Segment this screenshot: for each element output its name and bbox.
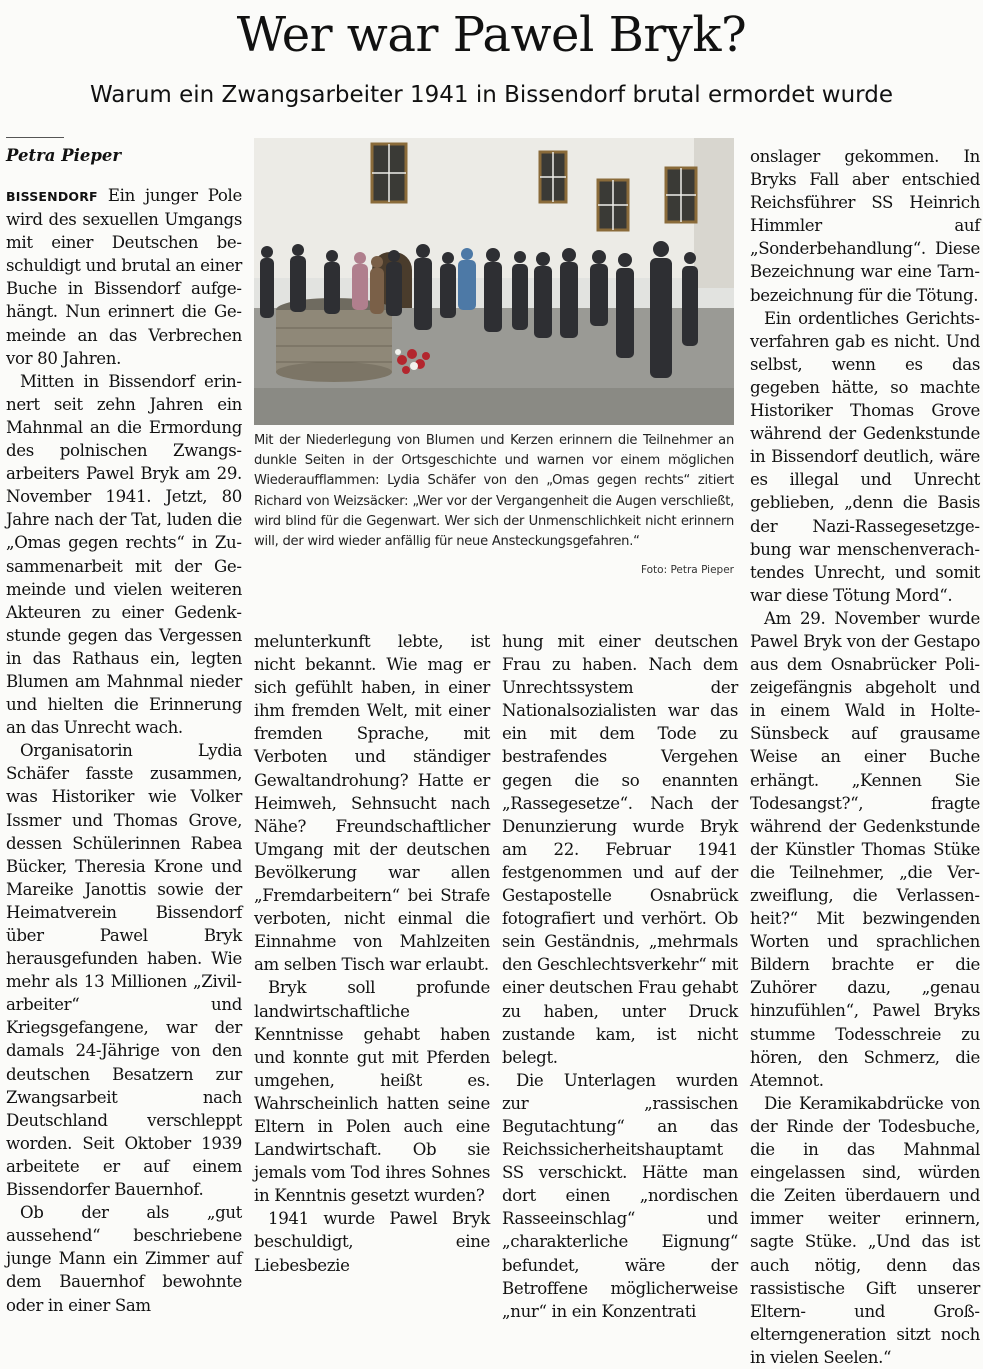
lead-text: Ein junger Pole wird des sexuellen Umgangs mit einer Deutschen beschuldigt und brutal an einer Buche in Bissendorf aufgehängt. Nun erinnert die Gemeinde an das Verbrechen vor 80 Jahren. bbox=[6, 186, 242, 368]
column-3 bbox=[502, 630, 738, 1323]
column-1 bbox=[6, 184, 242, 1317]
memorial-scene-illustration bbox=[254, 138, 734, 425]
paragraph: Bryk soll profunde landwirtschaftliche Kenntnisse gehabt haben und konnte gut mit Pferden umgehen, heißt es. Wahrscheinlich hatten seine Eltern in Polen auch eine Landwirtschaft. Ob sie jemals vom Tod ihres Sohnes in Kenntnis gesetzt wurden? bbox=[254, 978, 490, 1206]
paragraph: Ein ordentliches Gerichtsverfahren gab es nicht. Und selbst, wenn es das gegeben hätte, so machte Historiker Thomas Grove während der Gedenkstunde in Bissendorf deutlich, wäre es illegal und Unrecht geblieben, „denn die Basis der Nazi-Rassegesetzgebung war menschenverachtendes Unrecht, und somit war diese Tötung Mord“. bbox=[750, 308, 980, 605]
photo-credit: Foto: Petra Pieper bbox=[640, 564, 734, 576]
paragraph: melunterkunft lebte, ist nicht bekannt. Wie mag er sich gefühlt haben, in einer ihm fremden Welt, mit einer fremden Sprache, mit Verboten und ständiger Gewaltandrohung? Hatte er Heimweh, Sehnsucht nach Nähe? Freundschaftlicher Umgang mit der deutschen Bevölkerung war allen „Fremdarbeitern“ bei Strafe verboten, nicht einmal die Einnahme von Mahlzeiten am selben Tisch war erlaubt. bbox=[254, 632, 490, 975]
paragraph: 1941 wurde Pawel Bryk beschuldigt, eine Liebesbezie bbox=[254, 1209, 490, 1275]
paragraph: Die Unterlagen wurden zur „rassischen Begutachtung“ an das Reichssicherheitshauptamt SS verschickt. Hätte man dort einen „nordischen Rasseeinschlag“ und „charakterliche Eignung“ befundet, wäre der Betroffene möglicherweise „nur“ in ein Konzentrati bbox=[502, 1070, 738, 1321]
photo-caption: Mit der Niederlegung von Blumen und Kerzen erinnern die Teilnehmer an dunkle Seiten in der Ortsgeschichte und warnen vor einem möglichen Wiederaufflammen: Lydia Schäfer von den „Omas gegen rechts“ zitiert Richard von Weizsäcker: „Wer vor der Vergangenheit die Augen verschließt, wird blind für die Gegenwart. Wer sich der Unmenschlichkeit nicht erinnern will, der wird wieder anfällig für neue Ansteckungsgefahren.“ bbox=[254, 433, 734, 550]
paragraph: Mitten in Bissendorf erinnert seit zehn Jahren ein Mahnmal an die Ermordung des polnischen Zwangsarbeiters Pawel Bryk am 29. November 1941. Jetzt, 80 Jahre nach der Tat, luden die „Omas gegen rechts“ in Zusammenarbeit mit der Gemeinde und vielen weiteren Akteuren zu einer Gedenkstunde gegen das Vergessen in das Rathaus ein, legten Blumen am Mahnmal nieder und hielten die Erinnerung an das Unrecht wach. bbox=[6, 371, 242, 738]
column-4 bbox=[750, 145, 980, 1369]
lead-paragraph bbox=[6, 184, 242, 370]
column-2 bbox=[254, 630, 490, 1277]
paragraph: Organisatorin Lydia Schäfer fasste zusammen, was Historiker wie Volker Issmer und Thomas Grove, dessen Schülerinnen Rabea Bücker, Theresia Krone und Mareike Janottis sowie der Heimatverein Bissendorf über Pawel Bryk herausgefunden haben. Wie mehr als 13 Millionen „Zivilarbeiter“ und Kriegsgefangene, war der damals 24-Jährige von den deutschen Besatzern zur Zwangsarbeit nach Deutschland verschleppt worden. Seit Oktober 1939 arbeitete er auf einem Bissendorfer Bauernhof. bbox=[6, 741, 242, 1200]
author-byline: Petra Pieper bbox=[6, 146, 122, 165]
headline: Wer war Pawel Bryk? bbox=[236, 7, 747, 63]
author-rule bbox=[6, 137, 64, 138]
paragraph: Die Keramikabdrücke von der Rinde der Todesbuche, die in das Mahnmal eingelassen sind, würden die Zeiten überdauern und immer weiter erinnern, sagte Stüke. „Und das ist auch nötig, denn das rassistische Gift unserer Eltern- und Großelterngeneration sitzt noch in vielen Seelen.“ bbox=[750, 1093, 980, 1367]
paragraph: onslager gekommen. In Bryks Fall aber entschied Reichsführer SS Heinrich Himmler auf „Sonderbehandlung“. Diese Bezeichnung war eine Tarnbezeichnung für die Tötung. bbox=[750, 147, 980, 305]
article-photo bbox=[254, 138, 734, 425]
subheadline: Warum ein Zwangsarbeiter 1941 in Bissendorf brutal ermordet wurde bbox=[90, 82, 893, 108]
paragraph: Am 29. November wurde Pawel Bryk von der Gestapo aus dem Osnabrücker Polizeigefängnis abgeholt und in einem Wald in Holte-Sünsbeck auf grausame Weise an einer Buche erhängt. „Kennen Sie Todesangst?“, fragte während der Gedenkstunde der Künstler Thomas Stüke die Teilnehmer, „die Verzweiflung, die Verlassenheit?“ Mit bezwingenden Worten und sprachlichen Bildern brachte er die Zuhörer dazu, „genau hinzufühlen“, Pawel Bryks stumme Todesschreie zu hören, den Schmerz, die Atemnot. bbox=[750, 608, 980, 1090]
paragraph: Ob der als „gut aussehend“ beschriebene junge Mann ein Zimmer auf dem Bauernhof bewohnte oder in einer Sam bbox=[6, 1203, 242, 1315]
paragraph: hung mit einer deutschen Frau zu haben. Nach dem Unrechtssystem der Nationalsozialisten war das ein mit dem Tode zu bestrafendes Vergehen gegen die so enannten „Rassegesetze“. Nach der Denunzierung wurde Bryk am 22. Februar 1941 festgenommen und auf der Gestapostelle Osnabrück fotografiert und verhört. Ob sein Geständnis, „mehrmals den Geschlechtsverkehr“ mit einer deutschen Frau gehabt zu haben, unter Druck zustande kam, ist nicht belegt. bbox=[502, 632, 738, 1067]
dateline: BISSENDORF bbox=[6, 189, 98, 204]
